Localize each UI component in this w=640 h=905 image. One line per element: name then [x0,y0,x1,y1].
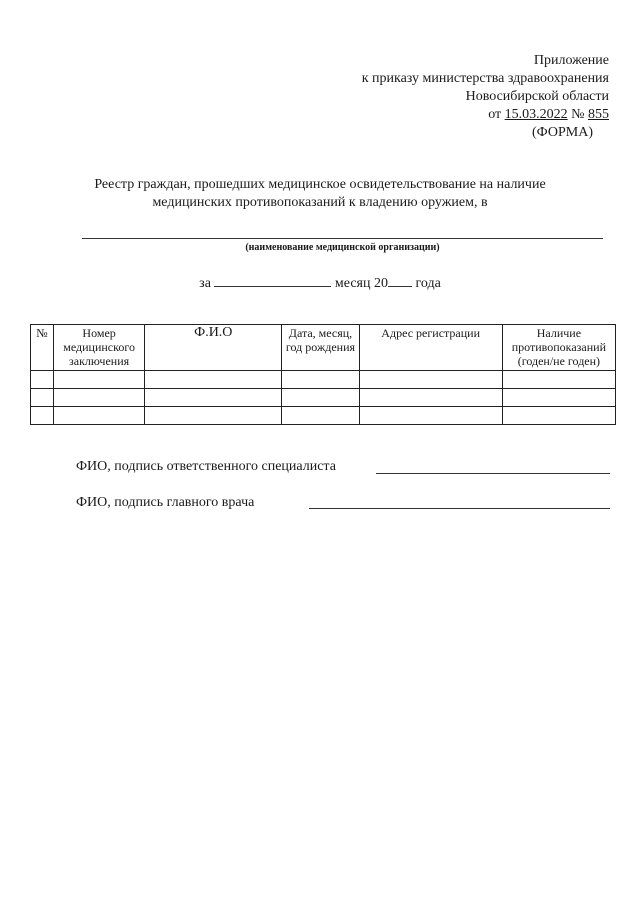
table-cell [145,371,282,389]
responsible-signature-line [376,473,610,474]
table-row [31,407,616,425]
date-prefix: от [488,107,502,122]
col-header-conclusion-number: Номер медицинского заключения [54,325,145,371]
appendix-line-1: Приложение [533,53,609,68]
appendix-header [362,52,609,142]
col-header-number: № [31,325,54,371]
table-cell [282,389,359,407]
table-cell [359,407,502,425]
table-cell [359,371,502,389]
table-row [31,389,616,407]
table-header-row [31,325,616,371]
registry-table [30,324,616,425]
table-cell [502,389,615,407]
appendix-line-2: к приказу министерства здравоохранения [361,71,609,86]
period-prefix: за [199,276,211,291]
table-cell [54,389,145,407]
month-blank [281,274,331,287]
order-date: 15.03.2022 [504,107,568,122]
table-cell [282,407,359,425]
table-cell [145,407,282,425]
appendix-date-line [362,106,609,124]
order-number: 855 [588,107,609,122]
number-sign: № [571,107,585,122]
col-header-address: Адрес регистрации [359,325,502,371]
table-cell [31,389,54,407]
table-cell [502,407,615,425]
appendix-line-3: Новосибирской области [465,89,609,104]
period-suffix: года [415,276,441,291]
col-header-birth-date: Дата, месяц, год рождения [282,325,359,371]
table-cell [359,389,502,407]
organization-blank-line [82,238,603,239]
month-year-label: месяц 20 [334,276,388,291]
table-cell [54,407,145,425]
period-line [0,274,640,292]
document-title [60,176,580,212]
day-blank-2 [251,274,281,287]
chief-signature-line [309,508,610,509]
organization-caption: (наименование медицинской организации) [245,242,440,253]
col-header-full-name: Ф.И.О [145,325,282,371]
day-blank [214,274,251,287]
title-line-2: медицинских противопоказаний к владению оружием, в [152,195,488,210]
responsible-signature-label: ФИО, подпись ответственного специалиста [76,459,336,474]
chief-signature-label: ФИО, подпись главного врача [76,495,255,510]
year-blank [388,274,412,287]
title-line-1: Реестр граждан, прошедших медицинское освидетельствование на наличие [94,177,546,192]
table-cell [31,407,54,425]
table-cell [282,371,359,389]
table-cell [54,371,145,389]
table-cell [145,389,282,407]
table-cell [31,371,54,389]
col-header-contraindications: Наличие противопоказаний (годен/не годен) [502,325,615,371]
table-row [31,371,616,389]
form-label: (ФОРМА) [531,125,593,140]
table-cell [502,371,615,389]
